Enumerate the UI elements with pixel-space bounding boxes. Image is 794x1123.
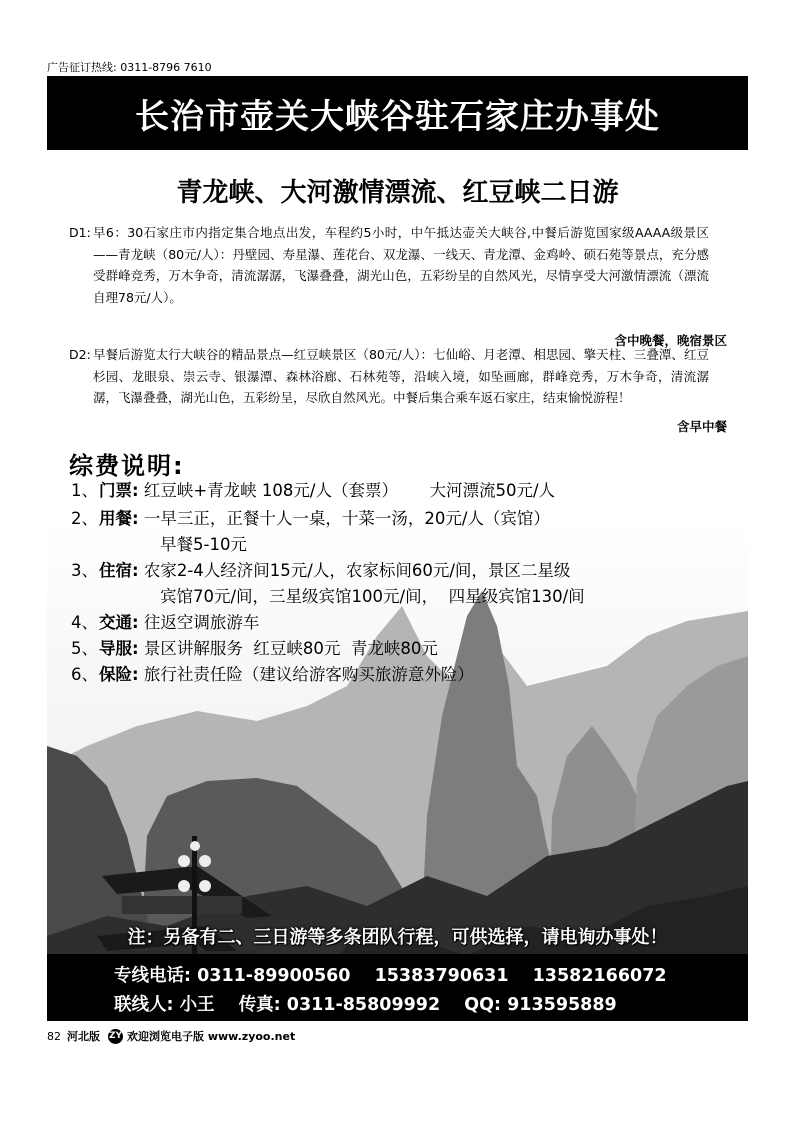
ad-hotline: 广告征订热线: 0311-8796 7610 (47, 61, 212, 74)
person-label: 联线人: (114, 995, 174, 1015)
fee-label: 保险: (99, 665, 139, 684)
website-link[interactable]: 欢迎浏览电子版 www.zyoo.net (127, 1030, 296, 1043)
phone-number: 15383790631 (374, 966, 509, 986)
fee-label: 交通: (99, 613, 139, 632)
fee-label: 用餐: (99, 509, 139, 528)
fee-text: 农家2-4人经济间15元/人，农家标间60元/间，景区二星级 (143, 561, 571, 580)
fee-item-lodging (71, 558, 585, 610)
phone-row (114, 962, 667, 987)
fee-text-continued: 宾馆70元/间，三星级宾馆100元/间， 四星级宾馆130/间 (160, 587, 585, 606)
contact-person-row (114, 991, 617, 1016)
fee-item-tickets (71, 478, 555, 504)
fee-label: 导服: (99, 639, 139, 658)
fee-item-guide (71, 636, 438, 662)
tour-subtitle: 青龙峡、大河激情漂流、红豆峡二日游 (176, 178, 619, 208)
fee-item-meals (71, 506, 550, 558)
day-meals: 含中晚餐，晚宿景区 (614, 333, 727, 348)
day-meals: 含早中餐 (676, 419, 727, 434)
publication-logo: ZY (108, 1029, 123, 1044)
fee-item-insurance (71, 662, 474, 688)
contact-person: 小王 (179, 995, 215, 1015)
fee-number: 6、 (71, 665, 98, 684)
day-description: 早6：30石家庄市内指定集合地点出发，车程约5小时，中午抵达壶关大峡谷,中餐后游览国家级AAAA级景区——青龙峡（80元/人）：丹壁园、寿星瀑、莲花台、双龙瀑、一线天、青龙潭、金鸡岭、硕石苑等景点，充分感受群峰竞秀，万木争奇，清流潺潺，飞瀑叠叠，湖光山色，五彩纷呈的自然风光，尽情享受大河激情漂流（漂流自理78元/人）。 (93, 225, 709, 305)
fee-number: 2、 (71, 509, 98, 528)
fax-label: 传真: (238, 995, 281, 1015)
advertisement (47, 76, 748, 1021)
fax-number: 0311-85809992 (286, 995, 441, 1015)
extra-itinerary-note: 注：另备有二、三日游等多条团队行程，可供选择，请电询办事处！ (127, 927, 668, 948)
fee-text: 一早三正，正餐十人一桌，十菜一汤，20元/人（宾馆） (143, 509, 550, 528)
phone-number: 0311-89900560 (197, 966, 351, 986)
fee-text: 往返空调旅游车 (143, 613, 260, 632)
fee-item-transport (71, 610, 259, 636)
fee-text-continued: 早餐5-10元 (160, 535, 247, 554)
fee-label: 住宿: (99, 561, 139, 580)
page-footer (47, 1028, 295, 1044)
fee-text: 旅行社责任险（建议给游客购买旅游意外险） (143, 665, 474, 684)
fee-text: 景区讲解服务 红豆峡80元 青龙峡80元 (143, 639, 438, 658)
itinerary-day-2 (69, 344, 727, 434)
phone-number: 13582166072 (532, 966, 667, 986)
office-title: 长治市壶关大峡谷驻石家庄办事处 (135, 96, 660, 137)
fee-heading: 综费说明: (69, 452, 185, 480)
fee-label: 门票: (99, 481, 139, 500)
header-bar (47, 76, 748, 150)
fee-number: 4、 (71, 613, 98, 632)
fee-number: 5、 (71, 639, 98, 658)
note-bar (47, 918, 748, 954)
day-description: 早餐后游览太行大峡谷的精品景点—红豆峡景区（80元/人）：七仙峪、月老潭、相思园、擎天柱、三叠潭、红豆杉园、龙眼泉、崇云寺、银瀑潭、森林浴廊、石林苑等，沿峡入境，如坠画廊，群峰竞秀，万木争奇，清流潺潺，飞瀑叠叠，湖光山色，五彩纷呈，尽欣自然风光。中餐后集合乘车返石家庄，结束愉悦游程！ (93, 347, 709, 405)
day-label: D1: (69, 225, 91, 240)
fee-number: 3、 (71, 561, 98, 580)
contact-bar (47, 954, 748, 1021)
qq-label: QQ: (464, 995, 502, 1015)
itinerary-day-1 (69, 222, 727, 348)
day-label: D2: (69, 347, 91, 362)
fee-text: 红豆峡+青龙峡 108元/人（套票） 大河漂流50元/人 (143, 481, 556, 500)
edition-label: 河北版 (67, 1030, 100, 1043)
fee-number: 1、 (71, 481, 98, 500)
page-number: 82 (47, 1029, 61, 1043)
qq-number: 913595889 (507, 995, 617, 1015)
phone-label: 专线电话: (114, 966, 191, 986)
